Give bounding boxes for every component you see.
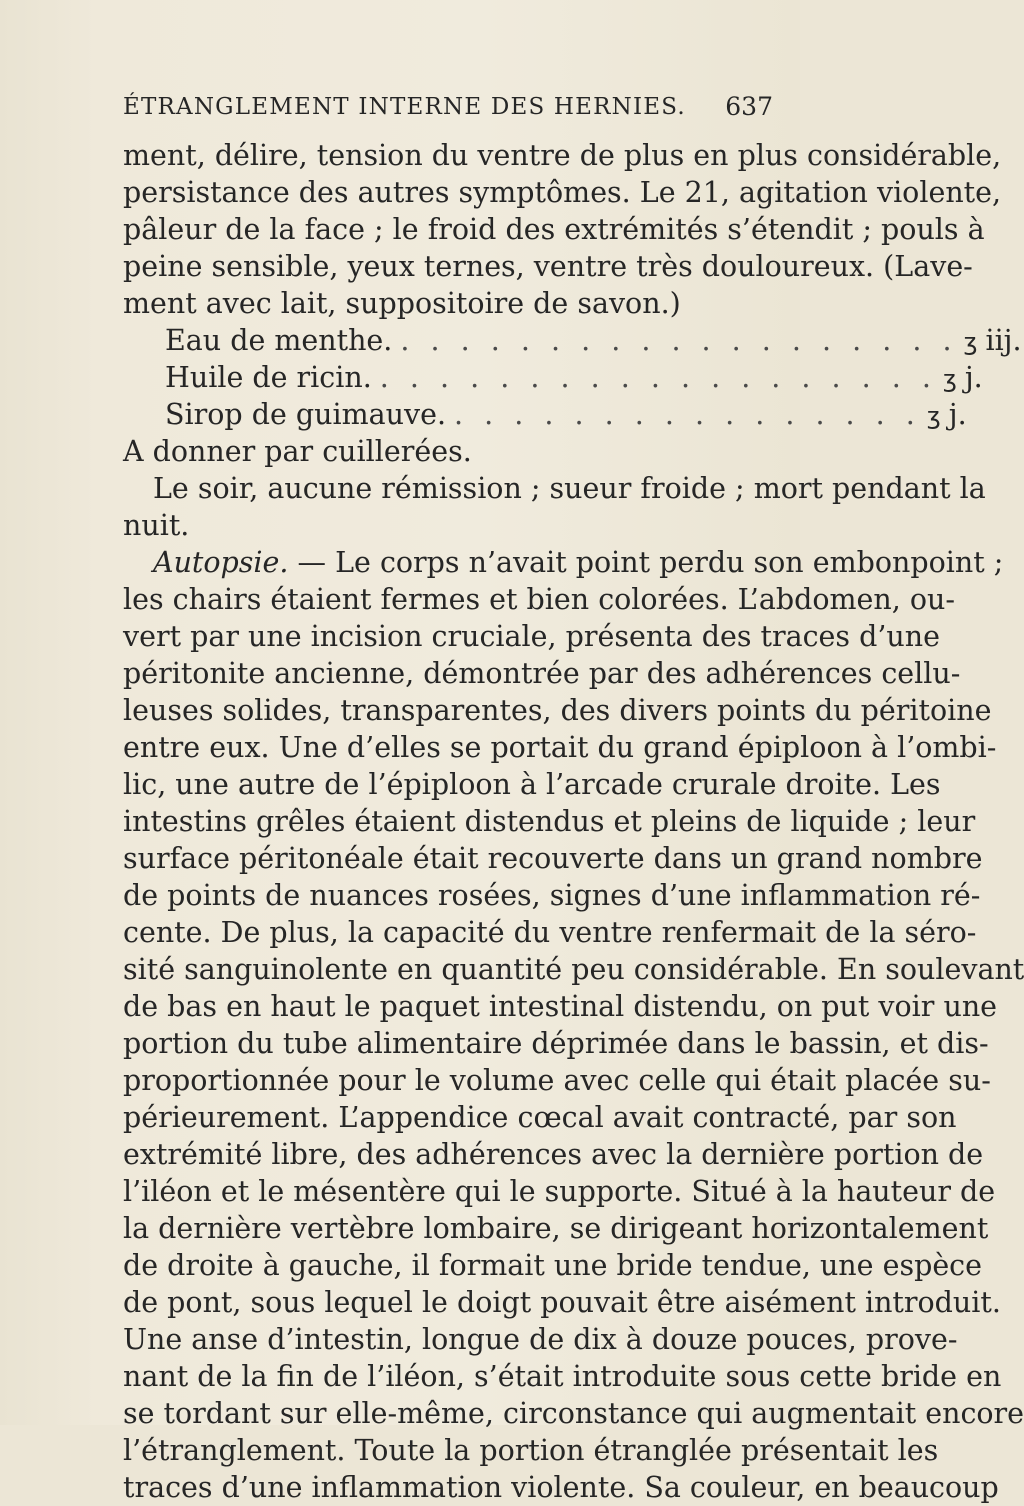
paragraph-symptoms — [123, 137, 1002, 322]
ingredient-name: Sirop de guimauve. — [165, 398, 447, 431]
paragraph-autopsy — [123, 544, 1024, 1506]
autopsy-label: Autopsie. — [153, 546, 289, 579]
running-title: ÉTRANGLEMENT INTERNE DES HERNIES. — [123, 94, 686, 120]
text-line: cente. De plus, la capacité du ventre renfermait de la séro- — [123, 916, 977, 949]
text-line: leuses solides, transparentes, des divers points du péritoine — [123, 694, 992, 727]
body-text — [123, 137, 1024, 1506]
text-line: extrémité libre, des adhérences avec la dernière portion de — [123, 1138, 984, 1171]
prescription-row — [123, 359, 983, 396]
dose-quantity: iij. — [985, 324, 1022, 357]
leader-dots: . . . . . . . . . . . . . . . . — [454, 398, 921, 431]
text-line: nant de la fin de l’iléon, s’était introduite sous cette bride en — [123, 1360, 1002, 1393]
dram-symbol-icon: ʒ — [926, 402, 941, 430]
text-line: les chairs étaient fermes et bien colorées. L’abdomen, ou- — [123, 583, 955, 616]
text-line: peine sensible, yeux ternes, ventre très douloureux. (Lave- — [123, 250, 973, 283]
text-line: nuit. — [123, 509, 190, 542]
text-line: ment, délire, tension du ventre de plus en plus considérable, — [123, 139, 1002, 172]
text-line: persistance des autres symptômes. Le 21, agitation violente, — [123, 176, 1002, 209]
text-line: l’étranglement. Toute la portion étranglée présentait les — [123, 1434, 939, 1467]
dose — [958, 322, 1022, 359]
text-line: vert par une incision cruciale, présenta des traces d’une — [123, 620, 940, 653]
leader-dots: . . . . . . . . . . . . . . . . . . . — [400, 324, 958, 357]
text-line: de droite à gauche, il formait une bride tendue, une espèce — [123, 1249, 983, 1282]
text-line: périeurement. L’appendice cœcal avait contracté, par son — [123, 1101, 957, 1134]
prescription-row — [123, 322, 1022, 359]
text-line: l’iléon et le mésentère qui le supporte. Situé à la hauteur de — [123, 1175, 996, 1208]
text-line: intestins grêles étaient distendus et pleins de liquide ; leur — [123, 805, 976, 838]
page-number: 637 — [725, 92, 773, 121]
text-line: de pont, sous lequel le doigt pouvait être aisément introduit. — [123, 1286, 1001, 1319]
text-line: pâleur de la face ; le froid des extrémités s’étendit ; pouls à — [123, 213, 985, 246]
dram-symbol-icon: ʒ — [942, 365, 957, 393]
page-header — [95, 86, 775, 126]
dose — [921, 396, 967, 433]
text-line: traces d’une inflammation violente. Sa couleur, en beaucoup — [123, 1471, 999, 1504]
text-line: de bas en haut le paquet intestinal distendu, on put voir une — [123, 990, 998, 1023]
text-line: proportionnée pour le volume avec celle qui était placée su- — [123, 1064, 991, 1097]
leader-dots: . . . . . . . . . . . . . . . . . . . — [379, 361, 937, 394]
prescription-list — [123, 322, 1022, 433]
autopsy-first-line-text: — Le corps n’avait point perdu son embonpoint ; — [288, 546, 1004, 579]
instruction-line: A donner par cuillerées. — [123, 435, 472, 468]
dram-symbol-icon: ʒ — [963, 328, 978, 356]
autopsy-first-line — [123, 544, 1004, 581]
text-line: surface péritonéale était recouverte dans un grand nombre — [123, 842, 983, 875]
text-line: ment avec lait, suppositoire de savon.) — [123, 287, 681, 320]
ingredient-name: Eau de menthe. — [165, 324, 393, 357]
text-line: de points de nuances rosées, signes d’une inflammation ré- — [123, 879, 981, 912]
prescription-row — [123, 396, 967, 433]
text-line: portion du tube alimentaire déprimée dans le bassin, et dis- — [123, 1027, 989, 1060]
text-line: entre eux. Une d’elles se portait du grand épiploon à l’ombi- — [123, 731, 997, 764]
text-line: Une anse d’intestin, longue de dix à douze pouces, prove- — [123, 1323, 958, 1356]
dose-quantity: j. — [948, 398, 967, 431]
text-line: sité sanguinolente en quantité peu considérable. En soulevant — [123, 953, 1024, 986]
ingredient-name: Huile de ricin. — [165, 361, 372, 394]
text-line: péritonite ancienne, démontrée par des adhérences cellu- — [123, 657, 961, 690]
text-line: lic, une autre de l’épiploon à l’arcade crurale droite. Les — [123, 768, 941, 801]
text-line: la dernière vertèbre lombaire, se dirigeant horizontalement — [123, 1212, 989, 1245]
text-line: Le soir, aucune rémission ; sueur froide ; mort pendant la — [153, 472, 986, 505]
dose-quantity: j. — [964, 361, 983, 394]
text-line: se tordant sur elle-même, circonstance qui augmentait encore — [123, 1397, 1024, 1430]
dose — [937, 359, 983, 396]
paragraph-death — [123, 470, 986, 544]
